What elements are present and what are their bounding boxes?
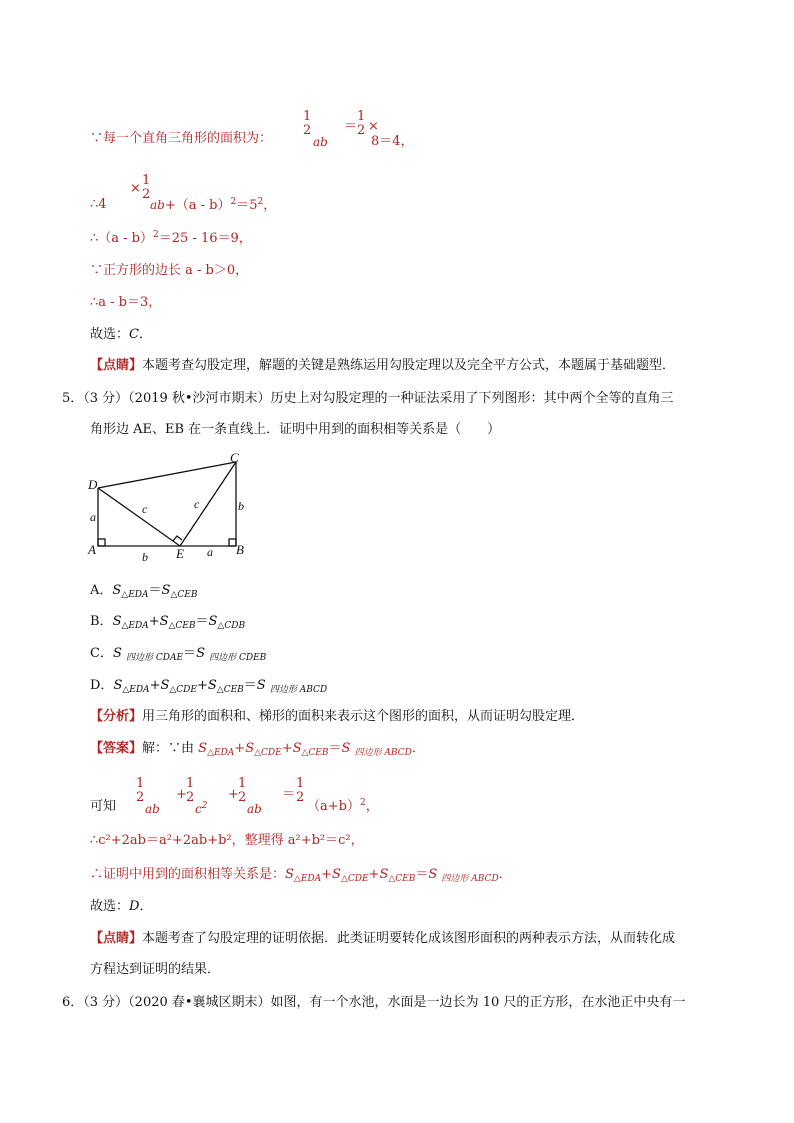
note-tag: 【点睛】 [90,358,143,373]
option-label: B． [90,614,113,629]
question-5-stem-cont: 角形边 AE、EB 在一条直线上．证明中用到的面积相等关系是（ ） [90,422,501,437]
question-5-stem: 5．（3 分）（2019 秋•沙河市期末）历史上对勾股定理的一种证法采用了下列图形：其中两个全等的直角三 [62,391,674,406]
edge-de [98,488,180,546]
option-a[interactable]: A．$S_{\triangle EDA}=S_{\triangle CEB}$ [90,583,198,600]
square-sum-expression [150,196,276,216]
label-side-b-bottom: b [142,550,148,564]
trapezoid-figure [86,448,256,568]
answer-text: 解：∵由 [142,741,199,756]
frac-num: 1 [357,109,366,124]
sub: △CEB [301,748,329,758]
label-b: B [236,542,244,557]
right-angle-a [98,539,105,546]
sup: 2 [153,230,159,240]
label-a: A [88,542,96,557]
sub: △CEB [168,621,196,631]
frac-den: 2 [303,123,312,138]
kz-ab-1: ab [145,802,160,816]
kz-ab-3: ab [247,802,262,816]
sub: 四边形 CDEB [209,653,267,663]
fraction-half-2 [357,110,365,138]
sup: 2 [359,798,366,808]
period: ． [138,327,152,342]
choice-letter: C [129,327,139,342]
answer-tag: 【答案】 [90,741,143,756]
fraction-half-1 [303,110,311,138]
sub: △EDA [207,748,235,758]
sub: △CDE [169,685,197,695]
note-tag: 【点睛】 [90,931,143,946]
label-side-b-right: b [238,499,244,513]
fraction-half-kz3: 1 2 [238,776,247,805]
deduction-prefix: ∴证明中用到的面积相等关系是： [90,867,286,882]
ab-term: ab [150,198,165,212]
choice-letter: D [129,899,140,914]
plus-sign: + [176,787,187,802]
frac-den: 2 [142,187,151,202]
period: ． [411,741,425,756]
eq: ＝ [148,583,162,598]
note-text: 本题考查勾股定理，解题的关键是熟练运用勾股定理以及完全平方公式，本题属于基础题型． [142,358,676,373]
period: ． [498,867,512,882]
ab-diff: +（a - b） [164,198,231,213]
sub: 四边形 ABCD [354,748,412,758]
diff-expr: ∴（a - b） [90,231,154,246]
comma: ， [365,799,379,814]
kz-sum-square [307,798,379,817]
label-side-a-left: a [90,510,96,524]
result-4: 8＝4， [371,134,414,149]
deduction-line-1: ∴c²+2ab＝a²+2ab+b²，整理得 a²+b²＝c²， [90,833,364,848]
label-d: D [88,477,98,492]
note-line-q5 [90,930,675,948]
area-prefix: ∵每一个直角三角形的面积为： [90,131,273,146]
label-e: E [176,546,184,561]
fraction-half-kz4: 1 2 [296,776,305,805]
sup: 2 [230,197,237,207]
sub: △CEB [170,590,198,600]
edge-ce [180,462,236,546]
equals-sign: ＝ [344,119,358,134]
side-positive-line: ∵正方形的边长 a - b＞0， [90,263,249,278]
sup: 2 [257,197,264,207]
label-side-c-ce: c [194,497,200,511]
question-6-stem: 6．（3 分）（2020 春•襄城区期末）如图，有一个水池，水面是一边长为 10 尺的正方形，在水池正中央有一 [62,995,686,1010]
option-b[interactable]: B．$S_{\triangle EDA}+S_{\triangle CEB}=S_{\triangle CDB}$ [90,614,246,631]
right-angle-e [173,536,182,541]
label-c: C [230,450,239,465]
sub: 四边形 ABCD [269,685,328,695]
kz-sum: （a+b） [307,799,360,814]
edge-dc [98,462,236,488]
area-statement-line [90,130,272,148]
right-angle-b [229,539,236,546]
diff-square-line [90,230,252,249]
sub: △EDA [293,874,322,884]
sub: △CDE [340,874,369,884]
option-c[interactable]: C．S $_{四边形 CDAE}$＝S $_{四边形 CDEB}$ [90,646,267,663]
kz-c2 [195,800,207,820]
option-label: C． [90,646,113,661]
sub: △EDA [121,590,149,600]
times-sign: × [368,119,379,134]
deduction-line-2: ∴证明中用到的面积相等关系是：$S_{\triangle EDA}+S_{\triangle CDE}+S_{\triangle CEB}=S$ $_{四边形 ABCD}$． [90,867,512,884]
note-text: 本题考查了勾股定理的证明依据．此类证明要转化成该图形面积的两种表示方法，从而转化成 [142,931,676,946]
choose-prefix: 故选： [90,327,130,342]
sub: △CDB [217,621,246,631]
frac-num: 1 [142,173,151,188]
sub: △CDE [254,748,282,758]
note-text-cont: 方程达到证明的结果． [90,962,221,977]
frac-den: 2 [357,123,366,138]
frac-num: 1 [303,109,312,124]
kz-c: c [195,802,202,816]
choose-prefix: 故选： [90,899,130,914]
option-label: A． [90,583,113,598]
answer-line: 【答案】解：∵由 $S_{\triangle EDA}+S_{\triangle CDE}+S_{\triangle CEB}=S$ $_{四边形 ABCD}$． [90,741,425,758]
sub: 四边形 ABCD [441,874,499,884]
comma: ， [263,198,277,213]
sub: 四边形 CDAE [126,653,184,663]
note-line [90,357,675,375]
option-d[interactable]: D．$S_{\triangle EDA}+S_{\triangle CDE}+S_{\triangle CEB}=S$ $_{四边形 ABCD}$ [90,678,328,695]
sup: 2 [201,801,208,811]
sub: △EDA [122,685,150,695]
sub: △EDA [121,621,149,631]
diff-result: ＝25 - 16＝9， [158,231,252,246]
therefore-4: ∴4 [90,197,107,212]
kz-prefix: 可知 [90,799,117,814]
sub: △CEB [388,874,416,884]
period: ． [139,899,153,914]
result-line: ∴a - b＝3， [90,295,162,310]
choose-line [90,326,152,344]
eq-5: ＝5 [236,198,258,213]
analysis-line [90,708,584,726]
analysis-tag: 【分析】 [90,709,143,724]
fraction-half-kz2: 1 2 [186,776,195,805]
times-sign-2: × [130,181,141,196]
ab-term: ab [313,135,328,149]
fraction-half-kz1: 1 2 [136,776,145,805]
label-side-a-bottom: a [207,545,213,559]
equals-sign: ＝ [282,787,296,802]
plus-sign: + [228,787,239,802]
label-side-c-de: c [142,502,148,516]
choose-line-q5 [90,898,152,916]
sub: △CEB [216,685,244,695]
analysis-text: 用三角形的面积和、梯形的面积来表示这个图形的面积，从而证明勾股定理． [142,709,585,724]
option-label: D． [90,678,114,693]
